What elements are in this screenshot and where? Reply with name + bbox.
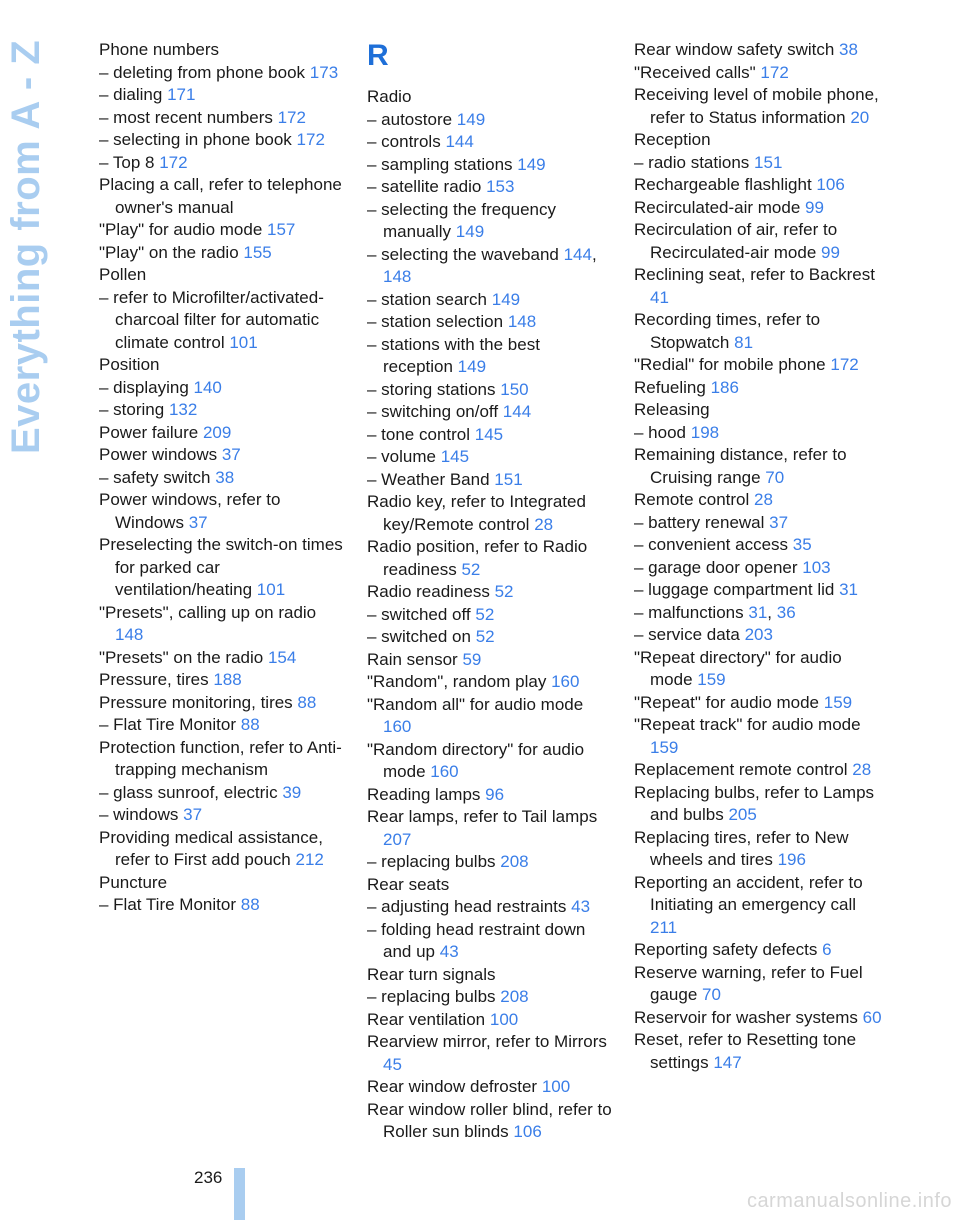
index-entry-text: – selecting the waveband [367, 244, 559, 264]
index-entry [367, 154, 612, 177]
index-entry-text: Radio [367, 87, 412, 106]
page-reference-link[interactable]: 151 [494, 469, 523, 489]
index-entry-text: – service data [634, 625, 740, 644]
index-entry-text: Receiving level of mobile phone, refer to Status information [634, 85, 879, 127]
index-entry [99, 827, 344, 872]
index-entry-text: "Play" for audio mode [99, 220, 263, 239]
index-entry-text: – glass sunroof, electric [99, 782, 278, 802]
page-reference-link[interactable]: 172 [830, 355, 859, 374]
index-entry [634, 62, 884, 85]
index-entry [634, 197, 884, 220]
index-entry [99, 107, 344, 130]
index-entry [634, 399, 884, 422]
index-entry [99, 39, 344, 62]
index-entry [367, 896, 612, 919]
index-entry-text: – station selection [367, 312, 504, 331]
index-entry-text: – volume [367, 447, 436, 466]
page-number: 236 [194, 1168, 223, 1187]
index-entry [634, 219, 884, 264]
index-entry-text: Pressure, tires [99, 670, 209, 689]
page-reference-link[interactable]: 81 [734, 332, 754, 352]
index-entry-text: Power failure [99, 422, 199, 442]
index-entry [367, 626, 612, 649]
page-reference-link[interactable]: 157 [267, 220, 296, 239]
page-reference-link[interactable]: 52 [494, 582, 514, 601]
index-column-3 [634, 39, 884, 1074]
page-reference-link[interactable]: 160 [430, 762, 459, 781]
index-entry [367, 649, 612, 672]
index-entry-text: – most recent numbers [99, 107, 273, 127]
index-column-1 [99, 39, 344, 917]
page-reference-link[interactable]: 70 [765, 467, 785, 487]
page-reference-link[interactable]: 52 [461, 559, 481, 579]
side-section-title: Everything from A - Z [4, 40, 48, 455]
index-entry [99, 84, 344, 107]
page-reference-link[interactable]: 147 [713, 1052, 742, 1072]
index-entry-text: Recirculation of air, refer to Recirculated-air mode [634, 220, 838, 262]
index-entry [99, 602, 344, 647]
index-entry [367, 1099, 612, 1144]
page-reference-link[interactable]: 37 [221, 445, 241, 464]
page-reference-link[interactable]: 28 [534, 514, 554, 534]
watermark: carmanualsonline.info [746, 1190, 952, 1212]
index-entry-text: Rear ventilation [367, 1009, 486, 1029]
page-reference-link[interactable]: 160 [383, 717, 412, 736]
index-entry-text: – malfunctions [634, 602, 744, 622]
index-entry-text: – storing [99, 400, 165, 419]
index-entry [634, 827, 884, 872]
index-entry-text: Position [99, 355, 160, 374]
index-entry [367, 851, 612, 874]
index-entry-text: "Random", random play [367, 672, 547, 691]
index-entry-text: "Random all" for audio mode [367, 694, 584, 714]
page-reference-link[interactable]: 106 [513, 1122, 542, 1141]
page-reference-link[interactable]: 43 [439, 942, 459, 961]
index-entry-text: Reporting safety defects [634, 940, 818, 959]
index-entry [634, 692, 884, 715]
page-reference-link[interactable]: 159 [823, 692, 853, 712]
index-entry-text: "Redial" for mobile phone [634, 355, 826, 374]
index-entry [367, 536, 612, 581]
page-reference-link[interactable]: 145 [440, 447, 470, 466]
index-entry: – selecting the waveband 144, 148 [367, 244, 597, 286]
index-entry-text: Rechargeable flashlight [634, 175, 812, 194]
index-entry-text: – Flat Tire Monitor [99, 715, 236, 734]
page-reference-link[interactable]: 38 [839, 40, 858, 59]
index-entry-text: Rearview mirror, refer to Mirrors [367, 1032, 607, 1051]
index-entry [99, 354, 344, 377]
index-entry [99, 377, 344, 400]
index-entry [367, 491, 612, 536]
index-entry-text: – switched off [367, 604, 471, 624]
page-reference-link[interactable]: 144 [445, 132, 474, 151]
page-reference-link[interactable]: 149 [456, 109, 486, 129]
index-entry-text: – replacing bulbs [367, 987, 496, 1006]
index-entry-text: Replacing tires, refer to New wheels and tires [634, 827, 849, 869]
index-entry-text: – battery renewal [634, 512, 765, 532]
index-entry [99, 264, 344, 287]
index-entry-text: – station search [367, 289, 488, 309]
index-entry-text: Radio position, refer to Radio readiness [367, 537, 588, 579]
page-number-bar [234, 1168, 245, 1220]
index-entry-text: – hood [634, 422, 686, 442]
index-entry [99, 467, 344, 490]
page-reference-link[interactable]: 28 [852, 760, 872, 779]
page-reference-link[interactable]: 149 [491, 289, 521, 309]
index-entry-text: – selecting in phone book [99, 130, 292, 149]
index-entry [99, 422, 344, 445]
index-entry [634, 579, 884, 602]
index-entry-text: Rain sensor [367, 649, 458, 669]
index-entry [634, 152, 884, 175]
index-entry [634, 422, 884, 445]
index-entry-text: – switched on [367, 627, 471, 646]
index-entry-text: Preselecting the switch-on times for parked car ventilation/heating [99, 535, 343, 599]
index-entry [99, 219, 344, 242]
index-entry [367, 109, 612, 132]
page-reference-link[interactable]: 149 [457, 357, 487, 376]
page-reference-link[interactable]: 196 [777, 850, 806, 869]
page-reference-link[interactable]: 88 [240, 895, 260, 914]
index-entry [367, 199, 612, 244]
index-entry [367, 604, 612, 627]
page-reference-link[interactable]: 171 [167, 85, 196, 104]
page-reference-link[interactable]: 145 [474, 424, 504, 444]
page-reference-link[interactable]: 212 [295, 850, 324, 869]
page-reference-link[interactable]: 159 [650, 737, 679, 757]
page-reference-link[interactable]: 100 [489, 1009, 519, 1029]
index-entry [367, 446, 612, 469]
index-entry [634, 264, 884, 309]
page-reference-link[interactable]: 52 [475, 604, 495, 624]
index-entry-text: – satellite radio [367, 177, 482, 196]
index-entry-text: Recirculated-air mode [634, 197, 801, 217]
index-entry-text: "Repeat track" for audio mode [634, 715, 861, 734]
page-reference-link[interactable]: 151 [754, 152, 783, 172]
page-reference-link[interactable]: 186 [710, 377, 739, 397]
index-entry-text: – switching on/off [367, 402, 499, 421]
index-entry [367, 874, 612, 897]
index-entry [367, 784, 612, 807]
page-reference-link[interactable]: 100 [541, 1077, 571, 1096]
index-entry [634, 309, 884, 354]
index-entry [634, 129, 884, 152]
index-entry [367, 176, 612, 199]
index-entry [367, 379, 612, 402]
index-entry [99, 242, 344, 265]
index-entry [99, 287, 344, 355]
index-entry-text: – autostore [367, 109, 453, 129]
index-entry [99, 872, 344, 895]
page-reference-link[interactable]: 211 [650, 917, 678, 937]
index-entry [367, 694, 612, 739]
index-entry-text: Reading lamps [367, 784, 481, 804]
index-entry [634, 84, 884, 129]
page-reference-link[interactable]: 172 [159, 152, 188, 172]
index-entry-text: Rear seats [367, 874, 450, 894]
page-reference-link[interactable]: 172 [277, 107, 306, 127]
page-reference-link[interactable]: 148 [115, 625, 144, 644]
index-entry-text: – luggage compartment lid [634, 580, 835, 599]
page-reference-link[interactable]: 198 [690, 422, 720, 442]
index-entry-text: Remote control [634, 490, 750, 509]
page-reference-link[interactable]: 173 [309, 62, 339, 82]
page-reference-link[interactable]: 45 [383, 1054, 402, 1074]
index-column-2 [367, 39, 612, 1144]
index-entry-text: "Repeat" for audio mode [634, 692, 820, 712]
index-entry-text: – Weather Band [367, 469, 490, 489]
page-reference-link[interactable]: 150 [500, 379, 529, 399]
index-entry [367, 986, 612, 1009]
index-entry [99, 174, 344, 219]
index-entry-text: Power windows, refer to Windows [99, 490, 281, 532]
index-entry [634, 1007, 884, 1030]
index-entry [634, 444, 884, 489]
index-entry [367, 289, 612, 312]
page-reference-link[interactable]: 6 [822, 940, 832, 959]
section-letter: R [367, 39, 389, 72]
page-reference-link[interactable]: 149 [455, 222, 485, 241]
page-reference-link[interactable]: 101 [256, 580, 286, 599]
index-entry [99, 62, 344, 85]
index-entry-text: Power windows [99, 445, 218, 464]
index-entry-text: – stations with the best reception [367, 334, 540, 376]
page-reference-link[interactable]: 153 [486, 177, 515, 196]
index-entry [367, 964, 612, 987]
page-reference-link[interactable]: 209 [202, 422, 232, 442]
page-reference-link[interactable]: 88 [240, 715, 260, 734]
index-entry [634, 782, 884, 827]
index-entry-text: – selecting the frequency manually [367, 199, 557, 241]
index-entry [634, 759, 884, 782]
page-reference-link[interactable]: 31 [748, 602, 768, 622]
index-entry-text: – convenient access [634, 535, 789, 554]
page-reference-link[interactable]: 88 [297, 692, 317, 712]
index-entry-text: – displaying [99, 377, 189, 397]
index-entry [634, 377, 884, 400]
page-reference-link[interactable]: 106 [816, 175, 845, 194]
index-entry [99, 804, 344, 827]
page-reference-link[interactable]: 41 [650, 287, 669, 307]
index-entry-text: Reception [634, 130, 711, 149]
index-entry [99, 534, 344, 602]
page-reference-link[interactable]: 159 [697, 670, 726, 689]
index-entry-text: Rear turn signals [367, 964, 496, 984]
index-entry [367, 581, 612, 604]
index-entry [99, 894, 344, 917]
page-reference-link[interactable]: 208 [500, 852, 529, 871]
index-entry [634, 354, 884, 377]
index-entry-text: Replacement remote control [634, 760, 848, 779]
page-reference-link[interactable]: 205 [728, 805, 757, 824]
index-entry-text: Releasing [634, 400, 710, 419]
page-reference-link[interactable]: 96 [485, 784, 505, 804]
index-entry-text: – radio stations [634, 152, 750, 172]
index-entry [99, 782, 344, 805]
index-entry-text: Reset, refer to Resetting tone settings [634, 1030, 857, 1072]
page-reference-link[interactable]: 99 [805, 197, 824, 217]
index-entry [367, 401, 612, 424]
page-reference-link[interactable]: 149 [517, 154, 546, 174]
page-reference-link[interactable]: 35 [792, 535, 812, 554]
index-entry [367, 1076, 612, 1099]
index-entry-text: Remaining distance, refer to Cruising range [634, 445, 847, 487]
index-entry-text: – tone control [367, 424, 471, 444]
index-entry [99, 692, 344, 715]
index-entry-text: – controls [367, 132, 441, 151]
index-entry [367, 469, 612, 492]
index-entry-text: Reclining seat, refer to Backrest [634, 265, 875, 284]
index-entry-text: Placing a call, refer to telephone owner's manual [99, 175, 342, 217]
index-entry [99, 489, 344, 534]
page-reference-link[interactable]: 148 [507, 312, 537, 331]
index-entry-text: "Repeat directory" for audio mode [634, 647, 842, 689]
index-entry-text: Pressure monitoring, tires [99, 692, 293, 712]
index-entry-text: Recording times, refer to Stopwatch [634, 310, 821, 352]
page-reference-link[interactable]: 144 [502, 402, 532, 421]
page-reference-link[interactable]: 31 [839, 580, 858, 599]
index-entry [634, 647, 884, 692]
index-entry [367, 424, 612, 447]
index-entry: – malfunctions 31, 36 [634, 602, 796, 622]
index-entry-text: – deleting from phone book [99, 62, 306, 82]
page-reference-link[interactable]: 52 [475, 627, 495, 646]
index-entry-text: – refer to Microfilter/activated-charcoal filter for automatic climate control [99, 287, 324, 352]
index-entry-text: Radio key, refer to Integrated key/Remote control [367, 492, 586, 534]
index-entry [99, 129, 344, 152]
index-entry [367, 806, 612, 851]
index-entry-text: Replacing bulbs, refer to Lamps and bulbs [634, 782, 875, 824]
index-entry-text: Radio readiness [367, 582, 490, 601]
page-reference-link[interactable]: 140 [193, 377, 222, 397]
index-entry-text: "Play" on the radio [99, 242, 239, 262]
page-reference-link[interactable]: 37 [188, 512, 208, 532]
page-reference-link[interactable]: 188 [213, 670, 242, 689]
index-entry [99, 444, 344, 467]
index-entry [367, 311, 612, 334]
index-entry [634, 174, 884, 197]
page-reference-link[interactable]: 37 [183, 805, 203, 824]
index-entry-text: – adjusting head restraints [367, 897, 567, 916]
index-entry-text: Rear window roller blind, refer to Roller sun blinds [367, 1099, 612, 1141]
page-reference-link[interactable]: 172 [760, 62, 789, 82]
index-entry-text: "Presets", calling up on radio [99, 602, 317, 622]
index-entry [367, 86, 612, 109]
page-reference-link[interactable]: 99 [821, 242, 840, 262]
index-entry [367, 1031, 612, 1076]
index-entry [634, 962, 884, 1007]
page-reference-link[interactable]: 208 [500, 987, 529, 1006]
index-entry [367, 334, 612, 379]
index-entry-text: Rear window safety switch [634, 40, 835, 59]
index-entry-text: – folding head restraint down and up [367, 919, 586, 961]
index-entry-text: Protection function, refer to Anti-trapping mechanism [99, 737, 342, 779]
page-reference-link[interactable]: 60 [862, 1007, 882, 1027]
page-reference-link[interactable]: 144 [563, 244, 592, 264]
index-entry [634, 624, 884, 647]
index-entry-text: Reservoir for washer systems [634, 1007, 858, 1027]
index-entry-text: Refueling [634, 377, 706, 397]
index-entry [367, 131, 612, 154]
index-entry [367, 739, 612, 784]
index-entry [367, 671, 612, 694]
page-reference-link[interactable]: 155 [243, 242, 272, 262]
index-entry [634, 714, 884, 759]
page-reference-link[interactable]: 70 [702, 985, 721, 1004]
index-entry [367, 1009, 612, 1032]
index-entry-text: "Random directory" for audio mode [367, 739, 585, 781]
index-entry [634, 557, 884, 580]
index-entry-text: Reporting an accident, refer to Initiating an emergency call [634, 872, 863, 914]
index-entry-text: – Top 8 [99, 152, 155, 172]
page-reference-link[interactable]: 148 [383, 267, 412, 286]
page-reference-link[interactable]: 36 [776, 602, 796, 622]
index-entry [634, 489, 884, 512]
page-reference-link[interactable]: 101 [229, 332, 258, 352]
index-entry-text: Rear window defroster [367, 1077, 538, 1096]
index-entry [99, 737, 344, 782]
index-entry [367, 919, 612, 964]
index-entry-text: "Presets" on the radio [99, 647, 264, 667]
page-reference-link[interactable]: 38 [215, 467, 235, 487]
index-entry-text: – storing stations [367, 379, 496, 399]
page-reference-link[interactable]: 20 [850, 107, 870, 127]
index-entry [634, 512, 884, 535]
page-reference-link[interactable]: 43 [571, 897, 591, 916]
page-reference-link[interactable]: 103 [802, 557, 831, 577]
index-entry [634, 1029, 884, 1074]
page-reference-link[interactable]: 154 [267, 647, 297, 667]
page-reference-link[interactable]: 28 [754, 490, 773, 509]
index-entry [634, 39, 884, 62]
index-entry-text: Puncture [99, 872, 168, 892]
page-reference-link[interactable]: 203 [744, 625, 773, 644]
index-entry-text: Providing medical assistance, refer to First add pouch [99, 827, 323, 869]
index-entry [99, 152, 344, 175]
index-entry [634, 939, 884, 962]
index-entry-text: Rear lamps, refer to Tail lamps [367, 807, 598, 826]
index-entry-text: – dialing [99, 85, 163, 104]
index-entry-text: – Flat Tire Monitor [99, 895, 236, 914]
index-entry-text: "Received calls" [634, 62, 756, 82]
index-entry [99, 399, 344, 422]
index-entry-text: Pollen [99, 265, 147, 284]
page-reference-link[interactable]: 132 [168, 400, 198, 419]
index-entry-text: – garage door opener [634, 557, 798, 577]
page-reference-link[interactable]: 172 [296, 130, 325, 149]
index-entry [634, 534, 884, 557]
index-entry [634, 872, 884, 940]
index-entry [99, 669, 344, 692]
index-entry [99, 714, 344, 737]
index-entry-text: – replacing bulbs [367, 852, 496, 871]
index-entry-text: Reserve warning, refer to Fuel gauge [634, 962, 863, 1004]
page-reference-link[interactable]: 59 [462, 649, 482, 669]
index-entry-text: – safety switch [99, 467, 211, 487]
page-reference-link[interactable]: 39 [282, 782, 302, 802]
page-reference-link[interactable]: 37 [769, 512, 789, 532]
page-reference-link[interactable]: 160 [551, 672, 580, 691]
index-entry-text: – sampling stations [367, 154, 513, 174]
index-entry [99, 647, 344, 670]
page-reference-link[interactable]: 207 [383, 829, 412, 849]
index-entry-text: – windows [99, 805, 179, 824]
index-entry-text: Phone numbers [99, 40, 220, 59]
